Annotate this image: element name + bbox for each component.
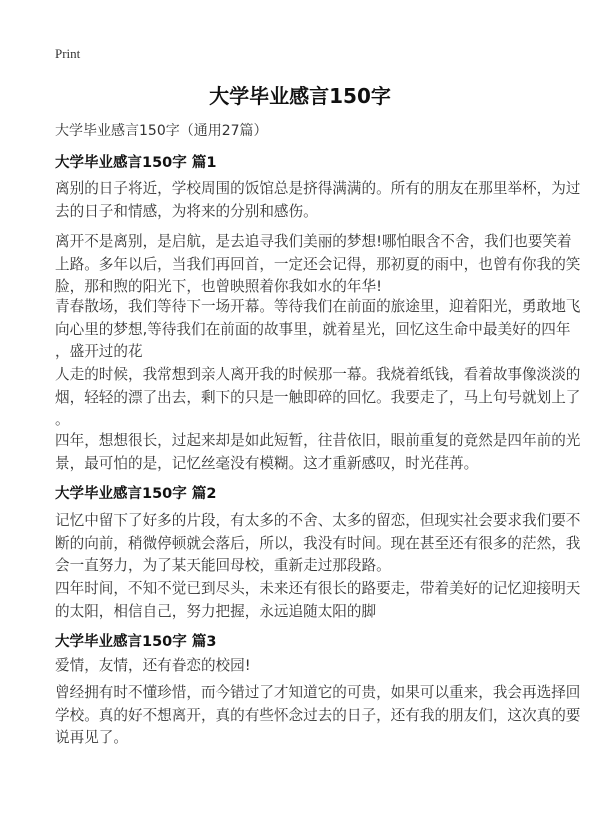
paragraph	[55, 578, 580, 623]
section-heading: 大学毕业感言150字 篇1	[55, 155, 217, 171]
paragraph	[55, 178, 580, 223]
paragraph-line: 离开不是离别，是启航，是去追寻我们美丽的梦想!哪怕眼含不舍，我们也要笑着	[55, 233, 572, 250]
paragraph-line: 。	[55, 411, 70, 428]
paragraph-line: 曾经拥有时不懂珍惜，而今错过了才知道它的可贵，如果可以重来，我会再选择回	[55, 684, 581, 701]
paragraph-line: 的太阳，相信自己，努力把握，永远追随太阳的脚	[55, 602, 377, 620]
paragraph-line: 烟，轻轻的漂了出去，剩下的只是一触即碎的回忆。我要走了，马上句号就划上了	[55, 388, 581, 406]
section-heading: 大学毕业感言150字 篇3	[55, 634, 217, 650]
subtitle: 大学毕业感言150字（通用27篇）	[55, 123, 268, 139]
paragraph-line: 断的向前，稍微停顿就会落后，所以，我没有时间。现在甚至还有很多的茫然，我	[55, 534, 581, 552]
paragraph-line: 景，最可怕的是，记忆丝毫没有模糊。这才重新感叹，时光荏苒。	[55, 454, 479, 472]
paragraph-line: 去的日子和情感，为将来的分别和感伤。	[55, 202, 318, 220]
paragraph-line: 上路。多年以后，当我们再回首，一定还会记得，那初夏的雨中，也曾有你我的笑	[55, 255, 581, 273]
paragraph-line: 脸，那和煦的阳光下，也曾映照着你我如水的年华!	[55, 278, 382, 295]
paragraph	[55, 430, 580, 475]
paragraph-line: 记忆中留下了好多的片段，有太多的不舍、太多的留恋，但现实社会要求我们要不	[55, 512, 581, 529]
paragraph-line: 人走的时候，我常想到亲人离开我的时候那一幕。我烧着纸钱，看着故事像淡淡的	[55, 366, 581, 383]
page-title: 大学毕业感言150字	[209, 84, 391, 108]
paragraph-line: 离别的日子将近，学校周围的饭馆总是挤得满满的。所有的朋友在那里举杯，为过	[55, 180, 581, 197]
paragraph-line: 四年时间，不知不觉已到尽头，未来还有很长的路要走，带着美好的记忆迎接明天	[55, 580, 581, 597]
paragraph	[55, 231, 580, 299]
paragraph-line: 爱情，友情，还有眷恋的校园!	[55, 657, 251, 674]
paragraph-line: 说再见了。	[55, 729, 128, 746]
paragraph	[55, 510, 580, 578]
paragraph	[55, 364, 580, 432]
paragraph-line: 四年，想想很长，过起来却是如此短暂，往昔依旧，眼前重复的竟然是四年前的光	[55, 432, 581, 449]
print-link[interactable]: Print	[55, 46, 81, 61]
section-heading: 大学毕业感言150字 篇2	[55, 486, 217, 502]
paragraph-line: 向心里的梦想,等待我们在前面的故事里，就着星光，回忆这生命中最美好的四年	[55, 320, 571, 338]
paragraph-line: ，盛开过的花	[55, 343, 143, 360]
paragraph	[55, 296, 580, 364]
paragraph-line: 学校。真的好不想离开，真的有些怀念过去的日子，还有我的朋友们，这次真的要	[55, 706, 581, 724]
paragraph-line: 青春散场，我们等待下一场开幕。等待我们在前面的旅途里，迎着阳光，勇敢地飞	[55, 298, 581, 315]
paragraph-line: 会一直努力，为了某天能回母校，重新走过那段路。	[55, 557, 391, 574]
paragraph	[55, 682, 580, 750]
paragraph	[55, 655, 251, 678]
